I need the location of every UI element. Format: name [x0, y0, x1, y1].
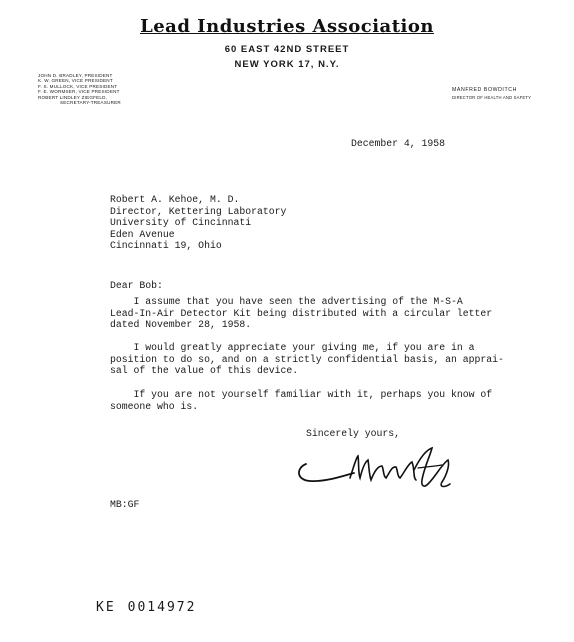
officers-list: [38, 73, 121, 105]
letter-date: December 4, 1958: [351, 138, 446, 149]
signature-svg: [292, 440, 467, 492]
letterhead-title: Lead Industries Association: [140, 16, 434, 37]
officer-line: ROBERT LINDLEY ZIEGFELD,: [38, 94, 108, 100]
paragraph-line: I assume that you have seen the advertising of the M-S-A: [110, 296, 463, 307]
closing: Sincerely yours,: [306, 428, 401, 439]
paragraph-line: sal of the value of this device.: [110, 365, 299, 377]
paragraph-line: I would greatly appreciate your giving me, if you are in a: [110, 342, 475, 353]
letterhead-street: 60 EAST 42ND STREET: [224, 44, 350, 55]
document-number: [96, 600, 196, 615]
recipient-address: [110, 194, 286, 252]
director-title: DIRECTOR OF HEALTH AND SAFETY: [452, 95, 532, 100]
director-block: [452, 87, 531, 100]
paragraph-line: position to do so, and on a strictly confidential basis, an apprai-: [110, 353, 504, 365]
body-paragraph: [110, 389, 492, 412]
body-paragraph: [110, 342, 504, 377]
address-line: Cincinnati 19, Ohio: [110, 240, 222, 252]
director-name: MANFRED BOWDITCH: [452, 87, 517, 93]
body-paragraph: [110, 296, 492, 331]
letterhead-city: NEW YORK 17, N.Y.: [234, 59, 340, 70]
typist-initials: MB:GF: [110, 499, 140, 510]
paragraph-line: dated November 28, 1958.: [110, 319, 252, 331]
officer-line: F. E. WORMSER, VICE PRESIDENT: [38, 89, 120, 95]
officer-line: JOHN D. BRADLEY, PRESIDENT: [38, 73, 113, 78]
paragraph-line: If you are not yourself familiar with it, perhaps you know of: [110, 389, 493, 400]
officer-line: K. W. GREEN, VICE PRESIDENT: [38, 78, 113, 84]
address-line: Director, Kettering Laboratory: [110, 205, 287, 217]
paragraph-line: Lead-In-Air Detector Kit being distributed with a circular letter: [110, 307, 493, 319]
address-line: Eden Avenue: [110, 228, 175, 240]
paragraph-line: someone who is.: [110, 400, 199, 412]
document-prefix: KE: [96, 600, 116, 615]
salutation: Dear Bob:: [110, 280, 163, 291]
address-line: Robert A. Kehoe, M. D.: [110, 194, 240, 205]
document-id: 0014972: [127, 600, 197, 615]
handwritten-signature: [292, 440, 467, 497]
officer-line: SECRETARY-TREASURER: [60, 100, 121, 106]
address-line: University of Cincinnati: [110, 217, 252, 229]
officer-line: F. S. MULLOCK, VICE PRESIDENT: [38, 83, 118, 89]
